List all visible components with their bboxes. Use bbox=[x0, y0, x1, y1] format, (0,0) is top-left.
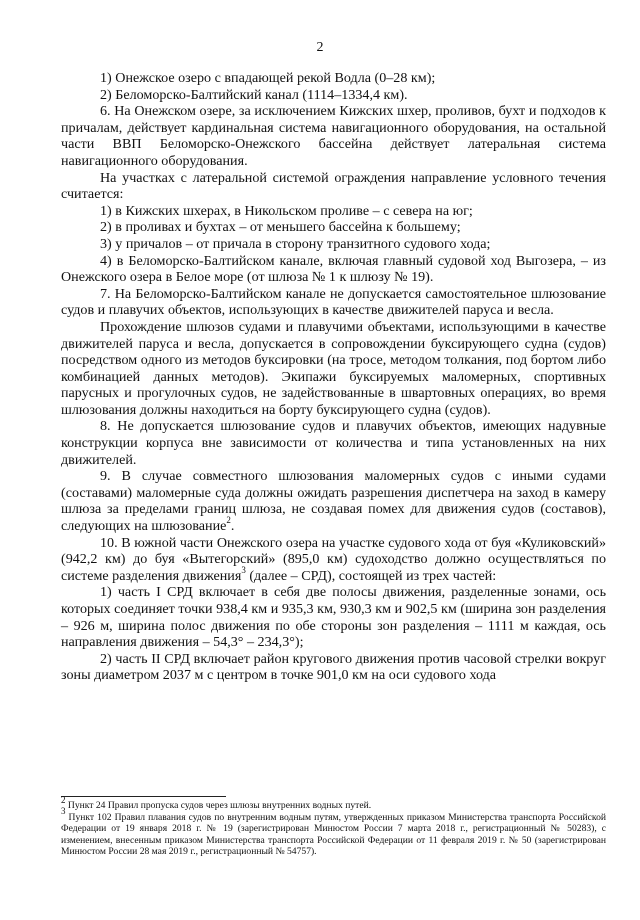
paragraph: 1) Онежское озеро с впадающей рекой Водла (0–28 км); bbox=[100, 70, 436, 86]
paragraph: 6. На Онежском озере, за исключением Кижских шхер, проливов, бухт и подходов к причалам, действует кардинальная система навигационного оборудования, на остальной части ВВП Беломорско-Онежского бассейна действует латеральная система навигационного оборудования. bbox=[61, 103, 606, 169]
paragraph: 7. На Беломорско-Балтийском канале не допускается самостоятельное шлюзование судов и плавучих объектов, использующих в качестве движителей паруса и весла. bbox=[61, 285, 606, 319]
footnote-mark: 2 bbox=[61, 794, 66, 805]
footnote-text: Пункт 24 Правил пропуска судов через шлюзы внутренних водных путей. bbox=[65, 800, 372, 811]
paragraph: 1) в Кижских шхерах, в Никольском проливе – с севера на юг; bbox=[100, 202, 473, 219]
footnotes bbox=[61, 794, 606, 858]
footnote-ref: 2 bbox=[226, 515, 231, 526]
paragraph-text: (далее – СРД), состоящей из трех частей: bbox=[245, 567, 497, 584]
paragraph: 1) часть I СРД включает в себя две полосы движения, разделенные зонами, ось которых соединяет точки 938,4 км и 935,3 км, 930,3 км и 902,5 км (ширина зон разделения – 926 м, ширина полос движения по обе стороны зон разделения – 1111 м каждая, ось направления движения – 54,3° – 234,3°); bbox=[61, 584, 606, 651]
page-number: 2 bbox=[316, 40, 324, 55]
paragraph: 2) часть II СРД включает район кругового движения против часовой стрелки вокруг зоны диаметром 2037 м с центром в точке 901,0 км на оси судового хода bbox=[61, 650, 606, 684]
paragraph: 8. Не допускается шлюзование судов и плавучих объектов, имеющих надувные конструкции корпуса вне зависимости от количества и типа установленных на них движителей. bbox=[61, 418, 606, 468]
footnote bbox=[61, 806, 606, 858]
footnote-mark: 3 bbox=[61, 806, 66, 817]
footnote-ref: 3 bbox=[241, 565, 246, 576]
paragraph bbox=[61, 535, 606, 585]
footnote bbox=[61, 794, 606, 812]
document-body bbox=[61, 70, 606, 684]
paragraph: 9. В случае совместного шлюзования маломерных судов с иными судами (составами) маломерные суда должны ожидать разрешения диспетчера на заход в камеру шлюза за пределами границ шлюза, не создавая помех для движения судов (составов), следующих на шлюзование$^2$. bbox=[61, 468, 606, 535]
paragraph: На участках с латеральной системой ограждения направление условного течения считается: bbox=[61, 169, 606, 203]
paragraph: Прохождение шлюзов судами и плавучими объектами, использующими в качестве движителей паруса и весла, допускается в сопровождении буксирующего судна (судов) посредством одного из методов буксировки (на тросе, методом толкания, под бортом либо комбинацией данных методов). Экипажи буксируемых маломерных, спортивных парусных и прогулочных судов, не задействованные в швартовных операциях, во время шлюзования должны находиться на борту буксирующего судна (судов). bbox=[61, 318, 606, 418]
footnote-text: Пункт 102 Правил плавания судов по внутренним водным путям, утвержденных приказом Министерства транспорта Российской Федерации от 19 января 2018 г. № 19 (зарегистрирован Минюстом России 7 марта 2018 г., регистрационный № 50283), с изменением, внесенным приказом Министерства транспорта Российской Федерации от 11 февраля 2019 г. № 50 (зарегистрирован Минюстом России 28 мая 2019 г., регистрационный № 54757). bbox=[61, 811, 606, 858]
paragraph-text: 10. В южной части Онежского озера на участке судового хода от буя «Куликовский» (942,2 км) до буя «Вытегорский» (895,0 км) судоходство должно осуществляться по системе разделения движения bbox=[61, 534, 606, 584]
paragraph: 2) Беломорско-Балтийский канал (1114–1334,4 км). bbox=[100, 86, 408, 103]
paragraph: 3) у причалов – от причала в сторону транзитного судового хода; bbox=[100, 235, 491, 252]
paragraph: 4) в Беломорско-Балтийском канале, включая главный судовой ход Выгозера, – из Онежского озера в Белое море (от шлюза № 1 к шлюзу № 19). bbox=[61, 252, 606, 286]
paragraph: 2) в проливах и бухтах – от меньшего бассейна к большему; bbox=[100, 219, 461, 236]
paragraph-text: 9. В случае совместного шлюзования маломерных судов с иными судами (составами) маломерные суда должны ожидать разрешения диспетчера на заход в камеру шлюза за пределами границ шлюза, не создавая помех для движения судов (составов), следующих на шлюзование bbox=[61, 468, 606, 535]
footnote-divider bbox=[61, 796, 226, 797]
